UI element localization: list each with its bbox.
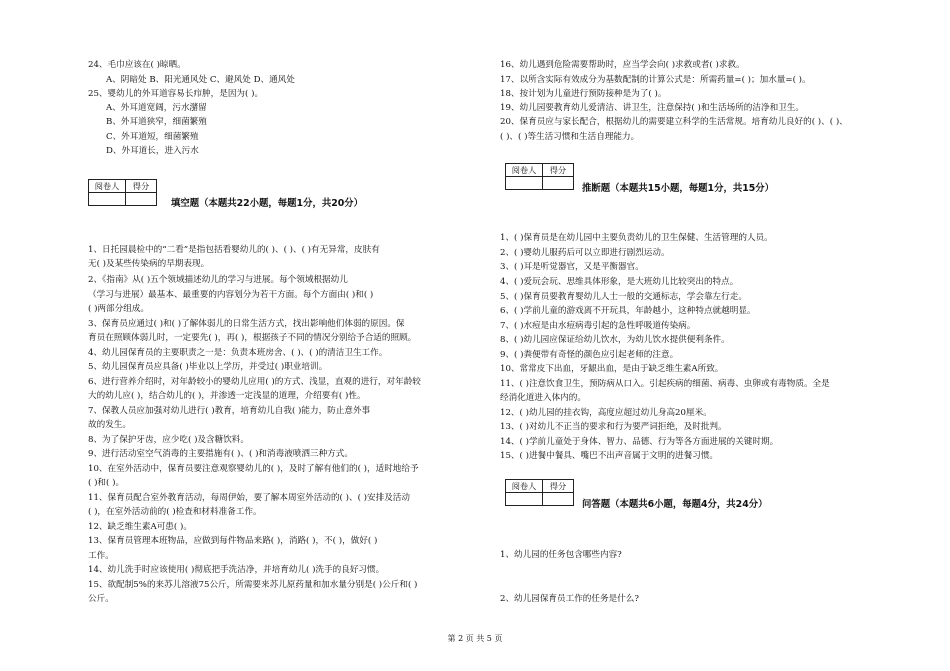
judge-line: 2、( )婴幼儿服药后可以立即进行剧烈运动。	[500, 248, 670, 258]
fill-line: 7、保教人员应加强对幼儿进行( )教育，培育幼儿自我( )能力，防止意外事	[88, 406, 371, 416]
judge-line: 11、( )注意饮食卫生，预防病从口入。引起疾病的细菌、病毒、虫卵或有毒物质。全是	[500, 379, 830, 389]
fill-line: 14、幼儿洗手时应该使用( )彻底把手洗洁净，并培育幼儿( )洗手的良好习惯。	[88, 565, 385, 575]
page-footer: 第 2 页 共 5 页	[447, 634, 503, 643]
judge-line: 10、常常皮下出血，牙龈出血，是由于缺乏维生素A所致。	[500, 364, 724, 374]
judge-line: 13、( )对幼儿不正当的要求和行为要严词拒绝，及时批判。	[500, 422, 727, 432]
fill-line: 3、保育员应通过( )和( )了解体弱儿的日常生活方式，找出影响他们体弱的原因。保	[88, 319, 405, 329]
score-box-fill	[88, 179, 157, 206]
fill-line: 故的发生。	[88, 420, 131, 430]
question-18: 18、按计划为儿童进行预防接种是为了( )。	[500, 89, 667, 99]
fill-line: 2、《指南》从( )五个领域描述幼儿的学习与进展。每个领域根据幼儿	[88, 275, 348, 285]
fill-line: 公斤。	[88, 594, 114, 604]
question-16: 16、幼儿遇到危险需要帮助时，应当学会向( )求救或者( )求救。	[500, 60, 745, 70]
judge-line: 1、( )保育员是在幼儿园中主要负责幼儿的卫生保健、生活管理的人员。	[500, 233, 773, 243]
question-25-option-d: D、外耳道长，进入污水	[106, 146, 199, 156]
fill-line: 6、进行营养介绍时，对年龄较小的婴幼儿应用( )的方式、浅显，直观的进行，对年龄较	[88, 377, 421, 387]
question-25-option-a: A、外耳道宽阔，污水潴留	[106, 103, 207, 113]
judge-line: 14、( )学前儿童处于身体、智力、品德、行为等各方面进展的关键时期。	[500, 437, 779, 447]
fill-line: 1、日托园晨检中的“二看”是指包括看婴幼儿的( )、( )、( )有无异常，皮肤有	[88, 245, 380, 255]
fill-line: 11、保育员配合室外教育活动，每周伊始，要了解本周室外活动的( )、( )安排及活动	[88, 493, 410, 503]
fill-line: 9、进行活动室空气消毒的主要措施有( )、( )和消毒液喷洒三种方式。	[88, 449, 353, 459]
fill-line: ( )两部分组成。	[88, 304, 149, 314]
grader-label: 阅卷人	[506, 480, 543, 493]
qa-section-title: 问答题（本题共6小题，每题4分，共24分）	[582, 499, 768, 510]
judge-line: 9、( )粪便带有奇怪的颜色应引起老师的注意。	[500, 350, 679, 360]
fill-line: 育员在照顾体弱儿时，一定要先( )，再( )，根据孩子不同的情况分别给予合适的照顾。	[88, 333, 417, 343]
qa-question-1: 1、幼儿园的任务包含哪些内容?	[500, 550, 622, 560]
fill-line: ( )，在室外活动前的( )检查和材料准备工作。	[88, 507, 262, 517]
judge-line: 15、( )进餐中餐具、嘴巴不出声音属于文明的进餐习惯。	[500, 451, 719, 461]
judge-line: 5、( )保育员要教育婴幼儿人士一般的交通标志，学会靠左行走。	[500, 292, 747, 302]
fill-line: 8、为了保护牙齿，应少吃( )及含糖饮料。	[88, 435, 249, 445]
question-20-cont: ( )、( )等生活习惯和生活自理能力。	[500, 132, 640, 142]
judge-line: 经消化道进入体内的。	[500, 393, 586, 403]
score-cell	[126, 193, 157, 206]
question-20: 20、保育员应与家长配合，根据幼儿的需要建立科学的生活常规。培育幼儿良好的( )、( )、	[500, 117, 848, 127]
qa-question-2: 2、幼儿园保育员工作的任务是什么?	[500, 594, 639, 604]
judge-line: 12、( )幼儿园的挂衣钩，高度应超过幼儿身高20厘米。	[500, 408, 712, 418]
fill-line: 13、保育员管理本班物品，应做到每件物品来路( )，消路( )，不( )，做好( )	[88, 536, 378, 546]
grader-cell	[89, 193, 126, 206]
fill-line: 无( )及某些传染病的早期表现。	[88, 259, 210, 269]
grader-label: 阅卷人	[506, 164, 543, 177]
fill-line: 4、幼儿园保育员的主要职责之一是：负责本班房舍、( )、( )的清洁卫生工作。	[88, 348, 388, 358]
question-17: 17、以所含实际有效成分为基数配制的计算公式是：所需药量=( )；加水量=( )。	[500, 75, 811, 85]
question-25: 25、婴幼儿的外耳道容易长疖肿，是因为( )。	[88, 89, 264, 99]
score-cell	[543, 493, 574, 506]
judge-section-title: 推断题（本题共15小题，每题1分，共15分）	[582, 183, 774, 194]
score-label: 得分	[543, 164, 574, 177]
question-19: 19、幼儿园要教育幼儿爱清洁、讲卫生，注意保持( )和生活场所的洁净和卫生。	[500, 103, 804, 113]
fill-section-title: 填空题（本题共22小题，每题1分，共20分）	[171, 198, 363, 209]
fill-line: 15、欲配制5%的来苏儿溶液75公斤，所需要来苏儿原药量和加水量分别是( )公斤和( )	[88, 580, 418, 590]
question-25-option-b: B、外耳道狭窄，细菌繁殖	[106, 117, 207, 127]
question-25-option-c: C、外耳道短，细菌繁殖	[106, 132, 199, 142]
judge-line: 6、( )学前儿童的游戏离不开玩具，年龄越小，这种特点就越明显。	[500, 306, 756, 316]
fill-line: 5、幼儿园保育员应具备( )毕业以上学历，并受过( )职业培训。	[88, 362, 328, 372]
fill-line: 大的幼儿应( )，结合幼儿的( )，并渗透一定浅显的道理，介绍要有( )性。	[88, 391, 366, 401]
fill-line: ( )和( )。	[88, 478, 125, 488]
question-24: 24、毛巾应该在( )晾晒。	[88, 60, 186, 70]
grader-cell	[506, 177, 543, 190]
score-label: 得分	[126, 180, 157, 193]
judge-line: 7、( )水痘是由水痘病毒引起的急性呼吸道传染病。	[500, 321, 696, 331]
judge-line: 8、( )幼儿园应保证给幼儿饮水，为幼儿饮水提供便利条件。	[500, 335, 730, 345]
fill-line: 工作。	[88, 551, 114, 561]
fill-line: 10、在室外活动中，保育员要注意观察婴幼儿的( )，及时了解有他们的( )，适时地给予	[88, 464, 419, 474]
score-cell	[543, 177, 574, 190]
judge-line: 3、( )耳是听觉器官，又是平衡器官。	[500, 262, 644, 272]
score-box-judge	[505, 163, 574, 190]
score-label: 得分	[543, 480, 574, 493]
score-box-qa	[505, 479, 574, 506]
question-24-options: A、阴暗处 B、阳光通风处 C、避风处 D、通风处	[106, 75, 295, 85]
fill-line: （学习与进展）最基本、最重要的内容划分为若干方面。每个方面由( )和( )	[88, 290, 374, 300]
grader-cell	[506, 493, 543, 506]
grader-label: 阅卷人	[89, 180, 126, 193]
fill-line: 12、缺乏维生素A可患( )。	[88, 522, 192, 532]
judge-line: 4、( )爱玩会玩、思维具体形象，是大班幼儿比较突出的特点。	[500, 277, 739, 287]
